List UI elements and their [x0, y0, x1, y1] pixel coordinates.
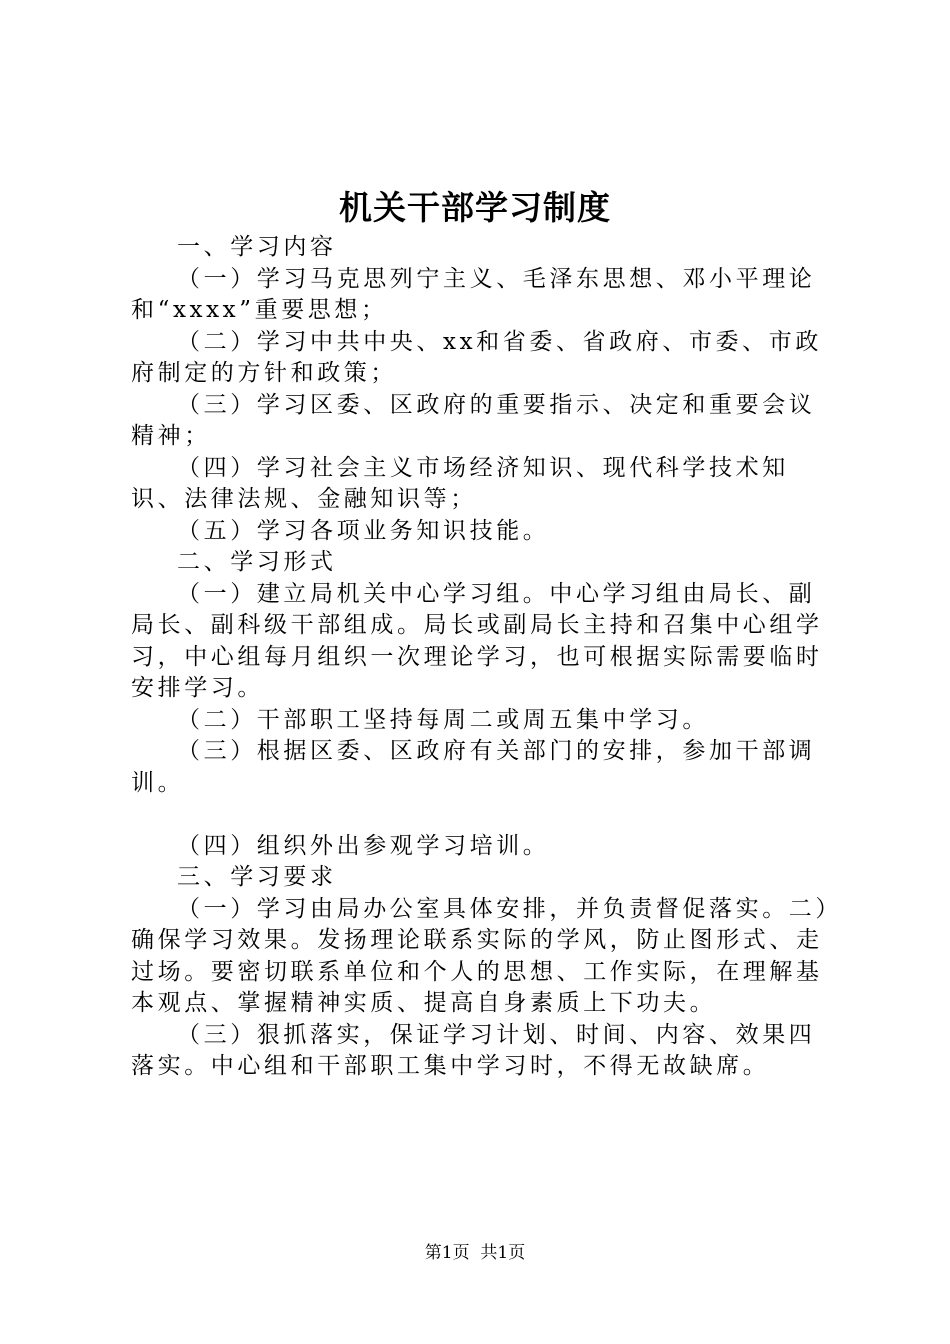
- paragraph: （三）狠抓落实，保证学习计划、时间、内容、效果四落实。中心组和干部职工集中学习时，不得无故缺席。: [131, 1021, 816, 1079]
- paragraph: （一）学习由局办公室具体安排，并负责督促落实。二）确保学习效果。发扬理论联系实际的学风，防止图形式、走过场。要密切联系单位和个人的思想、工作实际，在理解基本观点、掌握精神实质、提高自身素质上下功夫。: [131, 895, 831, 1016]
- page-total: 共1页: [480, 1243, 526, 1263]
- section-heading: 一、学习内容: [177, 234, 337, 260]
- section-heading: 二、学习形式: [177, 549, 337, 575]
- paragraph: （三）根据区委、区政府有关部门的安排，参加干部调训。: [131, 738, 816, 796]
- paragraph: （五）学习各项业务知识技能。: [177, 517, 550, 544]
- page-footer: [0, 1241, 950, 1265]
- page-number: 第1页: [424, 1243, 470, 1263]
- paragraph: （四）学习社会主义市场经济知识、现代科学技术知识、法律法规、金融知识等；: [131, 454, 789, 512]
- document-title: 机关干部学习制度: [339, 188, 611, 227]
- paragraph: （一）建立局机关中心学习组。中心学习组由局长、副局长、副科级干部组成。局长或副局长主持和召集中心组学习，中心组每月组织一次理论学习，也可根据实际需要临时安排学习。: [131, 580, 823, 701]
- footer-separator: [470, 1243, 481, 1263]
- document-body: [131, 232, 831, 1083]
- section-heading: 三、学习要求: [177, 864, 337, 890]
- paragraph: （三）学习区委、区政府的重要指示、决定和重要会议精神；: [131, 391, 816, 449]
- paragraph: （二）干部职工坚持每周二或周五集中学习。: [177, 706, 709, 733]
- paragraph: （一）学习马克思列宁主义、毛泽东思想、邓小平理论和“xxxx”重要思想；: [131, 265, 816, 323]
- paragraph: （二）学习中共中央、xx和省委、省政府、市委、市政府制定的方针和政策；: [131, 328, 822, 386]
- paragraph: （四）组织外出参观学习培训。: [177, 832, 550, 859]
